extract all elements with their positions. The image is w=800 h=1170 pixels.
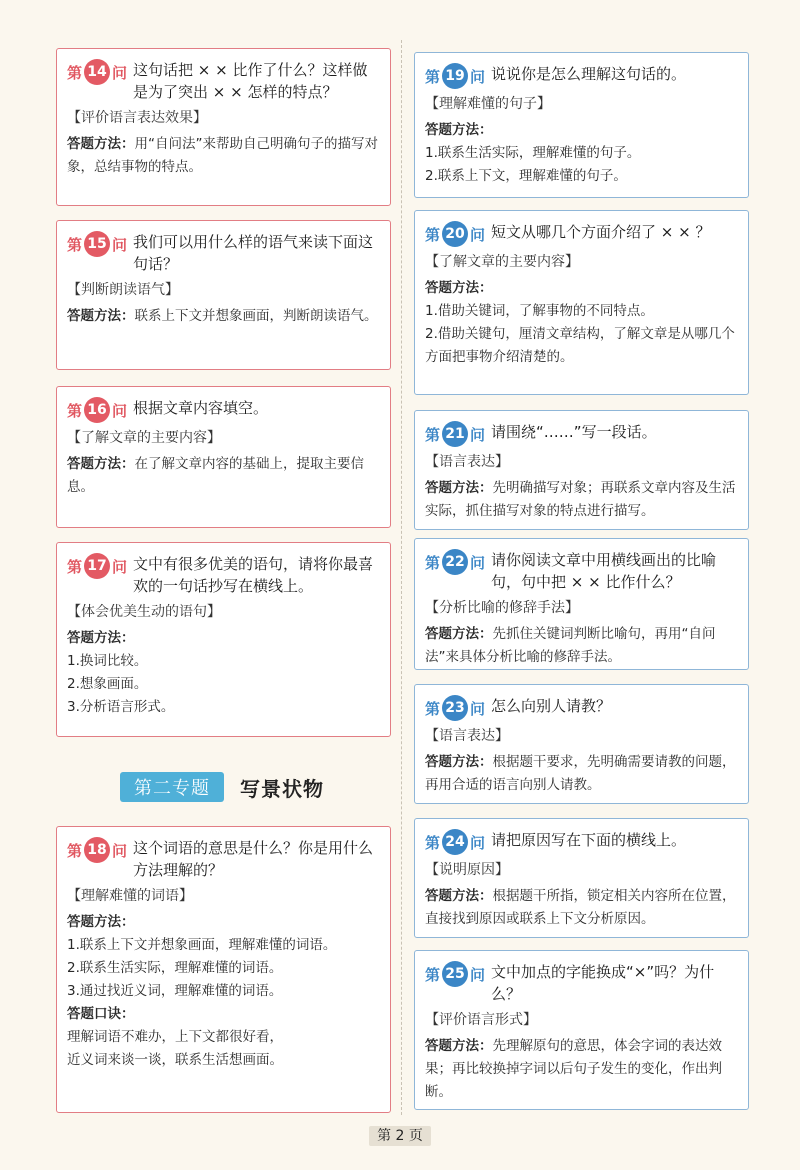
question-text: 怎么向别人请教？ <box>491 697 612 715</box>
question-text: 我们可以用什么样的语气来读下面这句话？ <box>133 233 374 273</box>
question-badge: 第 21 问 <box>425 421 485 447</box>
question-card-14 <box>56 48 391 206</box>
question-number: 23 <box>442 695 468 721</box>
question-badge: 第 22 问 <box>425 549 485 575</box>
answer-method-label: 答题方法： <box>425 280 493 296</box>
question-badge: 第 23 问 <box>425 695 485 721</box>
question-number: 15 <box>84 231 110 257</box>
question-text: 这个词语的意思是什么？你是用什么方法理解的？ <box>133 839 374 879</box>
answer-method: 答题方法：联系上下文并想象画面，判断朗读语气。 <box>67 308 378 324</box>
skill-tag: 【分析比喻的修辞手法】 <box>425 600 579 616</box>
skill-tag: 【语言表达】 <box>425 454 509 470</box>
skill-tag: 【说明原因】 <box>425 862 509 878</box>
question-number: 18 <box>84 837 110 863</box>
question-number: 16 <box>84 397 110 423</box>
answer-method: 答题方法：先明确描写对象；再联系文章内容及生活实际，抓住描写对象的特点进行描写。 <box>425 480 736 519</box>
answer-method: 答题方法：先抓住关键词判断比喻句，再用“自问法”来具体分析比喻的修辞手法。 <box>425 626 716 665</box>
question-badge: 第 25 问 <box>425 961 485 987</box>
answer-method: 答题方法：用“自问法”来帮助自己明确句子的描写对象，总结事物的特点。 <box>67 136 378 175</box>
topic-header <box>120 772 324 802</box>
question-text: 文中有很多优美的语句，请将你最喜欢的一句话抄写在横线上。 <box>133 555 374 595</box>
question-text: 说说你是怎么理解这句话的。 <box>491 65 687 83</box>
answer-method-label: 答题方法： <box>425 122 493 138</box>
answer-rhyme-line: 近义词来谈一谈，联系生活想画面。 <box>67 1052 283 1068</box>
question-card-23 <box>414 684 749 804</box>
question-card-24 <box>414 818 749 938</box>
method-step: 1.联系生活实际，理解难懂的句子。 <box>425 145 641 161</box>
question-text: 请把原因写在下面的横线上。 <box>491 831 687 849</box>
answer-method: 答题方法：根据题干所指，锁定相关内容所在位置，直接找到原因或联系上下文分析原因。 <box>425 888 736 927</box>
skill-tag: 【理解难懂的句子】 <box>425 96 551 112</box>
question-number: 14 <box>84 59 110 85</box>
question-text: 文中加点的字能换成“×”吗？为什么？ <box>491 963 715 1003</box>
question-text: 这句话把 × × 比作了什么？这样做是为了突出 × × 怎样的特点？ <box>133 61 368 101</box>
answer-method: 答题方法：根据题干要求，先明确需要请教的问题，再用合适的语言向别人请教。 <box>425 754 736 793</box>
answer-method: 答题方法：先理解原句的意思，体会字词的表达效果；再比较换掉字词以后句子发生的变化，作出判断。 <box>425 1038 722 1100</box>
skill-tag: 【理解难懂的词语】 <box>67 888 193 904</box>
method-step: 2.借助关键句，厘清文章结构，了解文章是从哪几个方面把事物介绍清楚的。 <box>425 326 735 365</box>
skill-tag: 【体会优美生动的语句】 <box>67 604 221 620</box>
question-number: 24 <box>442 829 468 855</box>
question-card-25 <box>414 950 749 1110</box>
question-text: 请围绕“……”写一段话。 <box>491 423 657 441</box>
question-badge: 第 24 问 <box>425 829 485 855</box>
question-badge: 第 18 问 <box>67 837 127 863</box>
answer-rhyme-label: 答题口诀： <box>67 1006 135 1022</box>
method-step: 2.联系生活实际，理解难懂的词语。 <box>67 960 283 976</box>
question-badge: 第 16 问 <box>67 397 127 423</box>
method-step: 3.分析语言形式。 <box>67 699 175 715</box>
skill-tag: 【语言表达】 <box>425 728 509 744</box>
page-footer <box>0 1125 800 1145</box>
question-card-15 <box>56 220 391 370</box>
question-number: 20 <box>442 221 468 247</box>
question-text: 短文从哪几个方面介绍了 × × ？ <box>491 223 711 241</box>
question-badge: 第 20 问 <box>425 221 485 247</box>
question-number: 22 <box>442 549 468 575</box>
question-number: 19 <box>442 63 468 89</box>
question-badge: 第 17 问 <box>67 553 127 579</box>
method-step: 1.换词比较。 <box>67 653 148 669</box>
page-number: 第 2 页 <box>369 1126 431 1146</box>
topic-title: 写景状物 <box>240 776 324 801</box>
answer-method-label: 答题方法： <box>67 914 135 930</box>
question-badge: 第 15 问 <box>67 231 127 257</box>
question-badge: 第 14 问 <box>67 59 127 85</box>
question-card-16 <box>56 386 391 528</box>
question-card-21 <box>414 410 749 530</box>
question-card-19 <box>414 52 749 198</box>
method-step: 2.想象画面。 <box>67 676 148 692</box>
skill-tag: 【判断朗读语气】 <box>67 282 179 298</box>
question-card-20 <box>414 210 749 395</box>
method-step: 1.联系上下文并想象画面，理解难懂的词语。 <box>67 937 337 953</box>
skill-tag: 【了解文章的主要内容】 <box>425 254 579 270</box>
question-number: 25 <box>442 961 468 987</box>
skill-tag: 【评价语言表达效果】 <box>67 110 207 126</box>
column-divider <box>401 40 402 1115</box>
topic-tab: 第二专题 <box>120 772 224 802</box>
question-card-17 <box>56 542 391 737</box>
question-card-18 <box>56 826 391 1113</box>
skill-tag: 【评价语言形式】 <box>425 1012 537 1028</box>
answer-method: 答题方法：在了解文章内容的基础上，提取主要信息。 <box>67 456 364 495</box>
question-text: 请你阅读文章中用横线画出的比喻句，句中把 × × 比作什么？ <box>491 551 717 591</box>
answer-rhyme-line: 理解词语不难办，上下文都很好看， <box>67 1029 283 1045</box>
question-text: 根据文章内容填空。 <box>133 399 269 417</box>
question-badge: 第 19 问 <box>425 63 485 89</box>
question-number: 21 <box>442 421 468 447</box>
answer-method-label: 答题方法： <box>67 630 135 646</box>
method-step: 2.联系上下文，理解难懂的句子。 <box>425 168 627 184</box>
question-number: 17 <box>84 553 110 579</box>
skill-tag: 【了解文章的主要内容】 <box>67 430 221 446</box>
method-step: 3.通过找近义词，理解难懂的词语。 <box>67 983 283 999</box>
question-card-22 <box>414 538 749 670</box>
method-step: 1.借助关键词，了解事物的不同特点。 <box>425 303 654 319</box>
